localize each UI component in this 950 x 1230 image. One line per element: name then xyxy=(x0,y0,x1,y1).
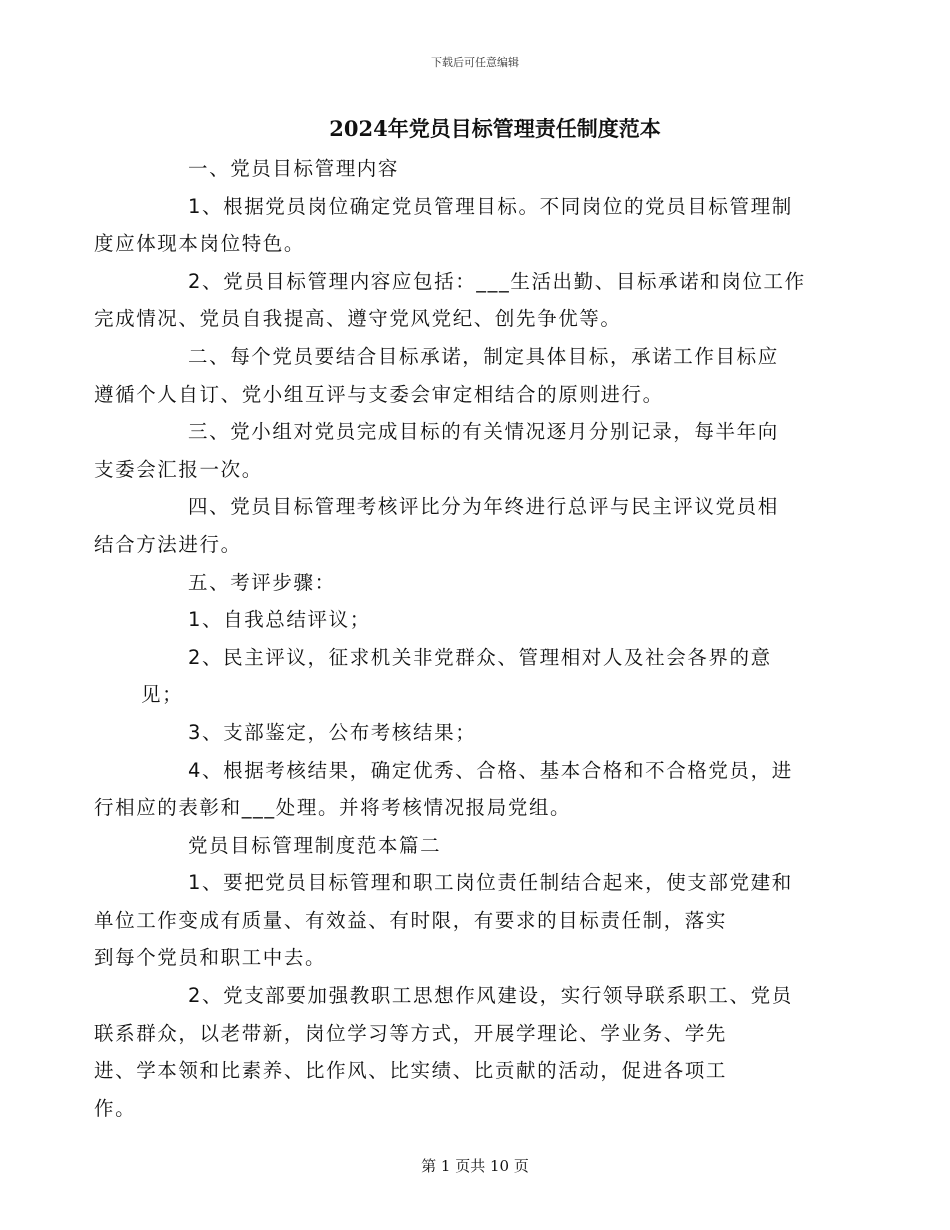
paragraph xyxy=(94,977,809,1127)
paragraph-line: 一、党员目标管理内容 xyxy=(188,157,400,180)
paragraph xyxy=(94,338,809,413)
paragraph-line: 完成情况、党员自我提高、遵守党风党纪、创先争优等。 xyxy=(94,307,622,331)
paragraph-line: 1、根据党员岗位确定党员管理目标。不同岗位的党员目标管理制 xyxy=(188,194,793,218)
document-body xyxy=(94,150,809,1127)
paragraph-line: 2、民主评议，征求机关非党群众、管理相对人及社会各界的意见； xyxy=(141,645,772,707)
paragraph xyxy=(141,564,809,602)
paragraph-line: 度应体现本岗位特色。 xyxy=(94,232,306,256)
paragraph-line: 2、党员目标管理内容应包括：___生活出勤、目标承诺和岗位工作 xyxy=(188,269,806,293)
paragraph xyxy=(141,601,809,639)
header-note: 下载后可任意编辑 xyxy=(431,56,519,69)
paragraph-line: 作。 xyxy=(94,1096,137,1120)
paragraph xyxy=(94,188,809,263)
document-title: 2024年党员目标管理责任制度范本 xyxy=(329,116,661,141)
page-footer: 第 1 页共 10 页 xyxy=(421,1157,529,1175)
paragraph-line: 1、自我总结评议； xyxy=(188,608,371,632)
paragraph-line: 到每个党员和职工中去。 xyxy=(94,946,327,970)
paragraph-line: 3、支部鉴定，公布考核结果； xyxy=(188,720,477,744)
paragraph-line: 遵循个人自订、党小组互评与支委会审定相结合的原则进行。 xyxy=(94,382,664,406)
paragraph-line: 二、每个党员要结合目标承诺，制定具体目标，承诺工作目标应 xyxy=(188,344,779,368)
paragraph-line: 三、党小组对党员完成目标的有关情况逐月分别记录，每半年向 xyxy=(188,420,779,444)
paragraph-line: 五、考评步骤： xyxy=(188,570,336,594)
paragraph xyxy=(141,639,809,714)
paragraph xyxy=(94,488,809,563)
paragraph xyxy=(94,864,809,977)
paragraph xyxy=(141,150,809,188)
paragraph-line: 行相应的表彰和___处理。并将考核情况报局党组。 xyxy=(94,796,572,820)
paragraph-line: 结合方法进行。 xyxy=(94,532,242,556)
paragraph-line: 进、学本领和比素养、比作风、比实绩、比贡献的活动，促进各项工 xyxy=(94,1059,728,1083)
paragraph xyxy=(94,263,809,338)
paragraph-line: 四、党员目标管理考核评比分为年终进行总评与民主评议党员相 xyxy=(188,495,779,519)
paragraph xyxy=(94,413,809,488)
paragraph xyxy=(94,752,809,827)
paragraph-line: 党员目标管理制度范本篇二 xyxy=(188,833,442,857)
paragraph-line: 1、要把党员目标管理和职工岗位责任制结合起来，使支部党建和 xyxy=(188,871,793,895)
paragraph-line: 2、党支部要加强教职工思想作风建设，实行领导联系职工、党员 xyxy=(188,984,793,1008)
paragraph xyxy=(141,714,809,752)
paragraph-line: 单位工作变成有质量、有效益、有时限，有要求的目标责任制，落实 xyxy=(94,908,728,932)
paragraph xyxy=(141,827,809,865)
paragraph-line: 4、根据考核结果，确定优秀、合格、基本合格和不合格党员，进 xyxy=(188,758,793,782)
paragraph-line: 联系群众，以老带新，岗位学习等方式，开展学理论、学业务、学先 xyxy=(94,1021,728,1045)
paragraph-line: 支委会汇报一次。 xyxy=(94,457,263,481)
